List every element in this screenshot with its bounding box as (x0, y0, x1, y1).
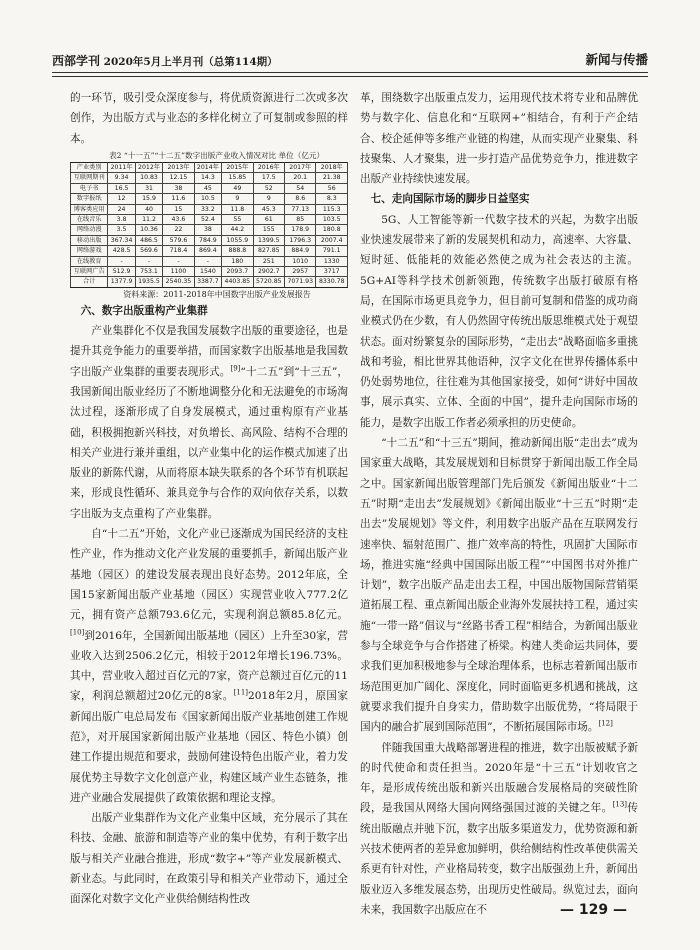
table-row (71, 277, 348, 287)
table-cell: 电子书 (71, 183, 108, 193)
section7-paragraph-2: “十二五”和“十三五”期间，推动新闻出版“走出去”成为国家重大战略，其发展规划和目标贯穿于新闻出版工作全局之中。国家新闻出版管理部门先后颁发《新闻出版业“十二五”时期“走出去”发展规划》《新闻出版业“十三五”时期“走出去”发展规划》等文件，利用数字出版产品在互联网发行速率快、辐射范围广、推广效率高的特性，巩固扩大国际市场，推进实施“经典中国国际出版工程”“中国图书对外推广计划”，数字出版产品走出去工程，中国出版物国际营销渠道拓展工程、重点新闻出版企业海外发展扶持工程，通过实施“一带一路”倡议与“丝路书香工程”相结合，为新闻出版业参与全球竞争与合作搭建了桥梁。构建人类命运共同体，要求我们更加积极地参与全球治理体系，也标志着新闻出版市场范围更加广阔化、深度化，同时面临更多机遇和挑战，这就要求我们提升自身实力，借助数字出版优势，“将局限于国内的融合扩展到国际范围”，不断拓展国际市场。[12] (360, 437, 638, 734)
table-cell: 579.6 (163, 235, 194, 245)
table-cell: 45 (194, 183, 221, 193)
section6-paragraph-2: 自“十二五”开始，文化产业已逐渐成为国民经济的支柱性产业，作为推动文化产业发展的重要抓手，新闻出版产业基地（园区）的建设发展表现出良好态势。2012年底，全国15家新闻出版产业基地（园区）实现营业收入777.2亿元，拥有资产总额793.6亿元，实现利润总额85.8亿元。[10]到2016年，全国新闻出版基地（园区）上升至30家，营业收入达到2506.2亿元，相较于2012年增长196.73%。其中，营业收入超过百亿元的7家，资产总额过百亿元的11家，利润总额超过20亿元的8家。[11]2018年2月，原国家新闻出版广电总局发布《国家新闻出版产业基地创建工作规范》，对开展国家新闻出版产业基地（园区、特色小镇）创建工作提出规范和要求，鼓励何建设特色出版产业，着力发展优势主导数字文化创意产业，构建区域产业生态链条，推进产业融合发展提供了政策依据和理论支撑。 (70, 528, 348, 804)
table-cell: 1055.9 (222, 235, 253, 245)
table-cell: 网络游戏 (71, 246, 108, 256)
page-number: — 129 — (560, 902, 627, 918)
table-cell: 753.1 (135, 266, 162, 276)
left-column (70, 88, 348, 910)
table-cell: 155 (253, 225, 284, 235)
table-cell: 2540.35 (163, 277, 194, 287)
table-cell: 869.4 (194, 246, 221, 256)
table-cell: 718.4 (163, 246, 194, 256)
table-cell: 10.83 (135, 173, 162, 183)
section6-paragraph-1: 产业集群化不仅是我国发展数字出版的重要途径，也是提升其竞争能力的重要举措，而国家数字出版基地是我国数字出版产业集群的重要表现形式。[9]“十二五”到“十三五”，我国新闻出版业经历了不断地调整分化和无法避免的市场淘汰过程，逐渐形成了自身发展模式，通过重构原有产业基础，积极拥抱新兴科技，对负增长、高风险、结构不合理的相关产业进行兼并重组，以产业集中化的运作模式加速了出版业的新陈代谢，从而将原本缺失联系的各个环节有机联起来，形成良性循环、兼具竞争与合作的双向依存关系，以数字出版为支点重构了产业集群。 (70, 325, 348, 520)
table-cell: 569.6 (135, 246, 162, 256)
table-row (71, 183, 348, 193)
table-cell: 115.3 (316, 204, 348, 214)
table-cell: 14.3 (194, 173, 221, 183)
table-cell: 251 (253, 256, 284, 266)
table-header-cell: 2017年 (285, 162, 316, 172)
table-cell: 7071.93 (285, 277, 316, 287)
table-cell: 5720.85 (253, 277, 284, 287)
table-cell: 52 (253, 183, 284, 193)
table-cell: 103.5 (316, 214, 348, 224)
table-cell: 24 (108, 204, 135, 214)
table-cell: 55 (222, 214, 253, 224)
table-cell: 11.6 (163, 194, 194, 204)
table-cell: - (108, 256, 135, 266)
table-cell: 49 (222, 183, 253, 193)
table-cell: 178.9 (285, 225, 316, 235)
table-cell: 367.34 (108, 235, 135, 245)
table-cell: 12 (108, 194, 135, 204)
continued-paragraph: 革，围绕数字出版重点发力，运用现代技术将专业和品牌优势与数字化、信息化和“互联网+”相结合，有利于产企结合、校企延伸等多维产业链的构建，从而实现产业聚集、科技聚集、人才聚集，进一步打造产品优势竞争力，推进数字出版产业持续快速发展。 (360, 92, 638, 186)
citation-13: [13] (612, 800, 628, 809)
table-cell: 3387.7 (194, 277, 221, 287)
table-cell: 2902.7 (253, 266, 284, 276)
table-cell: 486.5 (135, 235, 162, 245)
table-cell: 40 (135, 204, 162, 214)
table-cell: 互联网广告 (71, 266, 108, 276)
table-row (71, 246, 348, 256)
citation-11: [11] (233, 688, 249, 697)
table-cell: 180 (222, 256, 253, 266)
table-row (71, 173, 348, 183)
table-cell: 在线音乐 (71, 214, 108, 224)
table-row (71, 225, 348, 235)
table-cell: 15.9 (135, 194, 162, 204)
table-cell: 22 (163, 225, 194, 235)
table-cell: 3.5 (108, 225, 135, 235)
table-header-cell: 2013年 (163, 162, 194, 172)
table-cell: 1540 (194, 266, 221, 276)
table-cell: 21.38 (316, 173, 348, 183)
table-row (71, 204, 348, 214)
citation-9: [9] (230, 364, 241, 373)
revenue-table (70, 162, 348, 288)
table-header-cell: 2018年 (316, 162, 348, 172)
table-cell: 1399.5 (253, 235, 284, 245)
table-cell: 180.8 (316, 225, 348, 235)
table-cell: 45.3 (253, 204, 284, 214)
table-cell: 互联网期刊 (71, 173, 108, 183)
table-cell: 888.8 (222, 246, 253, 256)
table-header-cell: 2015年 (222, 162, 253, 172)
table-cell: 15.85 (222, 173, 253, 183)
table-cell: 52.4 (194, 214, 221, 224)
table-cell: 博客类应用 (71, 204, 108, 214)
header-rule (52, 72, 648, 77)
table-row (71, 256, 348, 266)
table-cell: 1330 (316, 256, 348, 266)
table-cell: 10.5 (194, 194, 221, 204)
table-cell: 15 (163, 204, 194, 214)
table-header-row (71, 162, 348, 172)
table-cell: 77.13 (285, 204, 316, 214)
table-cell: 3.8 (108, 214, 135, 224)
table-cell: 9 (253, 194, 284, 204)
table-row (71, 214, 348, 224)
table-cell: 数字报纸 (71, 194, 108, 204)
table-cell: 10.36 (135, 225, 162, 235)
table-cell: 43.6 (163, 214, 194, 224)
table-cell: 20.1 (285, 173, 316, 183)
table-cell: 38 (194, 225, 221, 235)
table-cell: 9 (222, 194, 253, 204)
table-cell: 784.9 (194, 235, 221, 245)
table-row (71, 266, 348, 276)
section6-paragraph-3: 出版产业集群作为文化产业集中区域，充分展示了其在科技、金融、旅游和制造等产业的集中优势，有利于数字出版与相关产业融合推进，形成“数字+”等产业发展新模式、新业态。与此同时，在政策引导和相关产业带动下，通过全面深化对数字文化产业供给侧结构性改 (70, 812, 348, 906)
page-header (52, 50, 648, 74)
table-cell: 2957 (285, 266, 316, 276)
table-header-cell: 2016年 (253, 162, 284, 172)
table-cell: 56 (316, 183, 348, 193)
table-source: 资料来源：2011-2018年中国数字出版产业发展报告 (123, 289, 311, 299)
table-cell: 428.5 (108, 246, 135, 256)
citation-10: [10] (70, 627, 85, 636)
table-cell: 网络动漫 (71, 225, 108, 235)
table-cell: 2093.7 (222, 266, 253, 276)
issue-info: 2020年5月上半月刊（总第114期） (103, 56, 278, 68)
table-cell: 31 (135, 183, 162, 193)
table-cell: 827.85 (253, 246, 284, 256)
table-cell: 9.34 (108, 173, 135, 183)
table-row (71, 235, 348, 245)
table-cell: 移动出版 (71, 235, 108, 245)
journal-name: 西部学刊 (52, 54, 101, 68)
table-cell: 85 (285, 214, 316, 224)
table-cell: 12.15 (163, 173, 194, 183)
section7-paragraph-1: 5G、人工智能等新一代数字技术的兴起，为数字出版业快速发展带来了新的发展契机和动力，高速率、大容量、短时延、低能耗的效能必然使之成为社会表达的主流。5G+AI等科学技术创新领跑，传统数字出版打破原有格局，在国际市场更具竞争力，但目前可复制和借鉴的成功商业模式仍在少数，有人仍然固守传统出版思维模式处于观望状态。面对纷繁复杂的国际形势，“走出去”战略面临多重挑战和考验，相比世界其他语种，汉字文化在世界传播体系中仍处弱势地位，往往难为其他国家接受，如何“讲好中国故事，展示真实、立体、全面的中国”，提升走向国际市场的能力，是数字出版工作者必须承担的历史使命。 (360, 213, 638, 429)
table-cell: 11.8 (222, 204, 253, 214)
table-cell: 合计 (71, 277, 108, 287)
table-cell: 16.5 (108, 183, 135, 193)
table-cell: 44.2 (222, 225, 253, 235)
table-cell: 33.2 (194, 204, 221, 214)
table-header-cell: 产业类别 (71, 162, 108, 172)
table-cell: 8.6 (285, 194, 316, 204)
table-cell: 8330.78 (316, 277, 348, 287)
table-cell: 1010 (285, 256, 316, 266)
table-cell: 1100 (163, 266, 194, 276)
table-header-cell: 2011年 (108, 162, 135, 172)
citation-12: [12] (598, 719, 613, 728)
section7-paragraph-3: 伴随我国重大战略部署进程的推进，数字出版被赋予新的时代使命和责任担当。2020年是“十三五”计划收官之年，是形成传统出版和新兴出版融合发展格局的突破性阶段，是我国从网络大国向网络强国过渡的关键之年。[13]传统出版融点并驰下沉，数字出版多渠道发力，优势资源和新兴技术使两者的差异愈加鲜明，供给侧结构性改革使供需关系更有针对性，产业格局转变，数字出版强劲上升，新闻出版业迈入多维发展态势，出现历史性破局。纵览过去，面向未来，我国数字出版应在不 (360, 741, 638, 916)
table-cell: 512.9 (108, 266, 135, 276)
section-name: 新闻与传播 (585, 52, 648, 67)
journal-issue-line (52, 52, 278, 69)
table-cell: 1796.3 (285, 235, 316, 245)
table-cell: 4403.85 (222, 277, 253, 287)
table-header-cell: 2014年 (194, 162, 221, 172)
table-cell: - (163, 256, 194, 266)
table-cell: - (135, 256, 162, 266)
table-cell: 3717 (316, 266, 348, 276)
table-row (71, 194, 348, 204)
table-cell: 791.1 (316, 246, 348, 256)
table-cell: 884.9 (285, 246, 316, 256)
table-cell: 17.5 (253, 173, 284, 183)
table-cell: 11.2 (135, 214, 162, 224)
table-cell: 38 (163, 183, 194, 193)
section7-heading: 七、走向国际市场的脚步日益坚实 (370, 193, 530, 206)
table-cell: 1377.9 (108, 277, 135, 287)
section6-heading: 六、数字出版重构产业集群 (80, 304, 208, 317)
table-cell: 1935.5 (135, 277, 162, 287)
table-cell: 在线教育 (71, 256, 108, 266)
table-cell: 8.3 (316, 194, 348, 204)
table-cell: 54 (285, 183, 316, 193)
table-cell: - (194, 256, 221, 266)
right-column (360, 88, 638, 920)
table-cell: 2007.4 (316, 235, 348, 245)
table-cell: 61 (253, 214, 284, 224)
table-caption: 表2 “十一五”“十二五”数字出版产业收入情况对比 单位（亿元） (109, 150, 325, 160)
table-header-cell: 2012年 (135, 162, 162, 172)
intro-paragraph: 的一环节，吸引受众深度参与，将优质资源进行二次或多次创作，为出版方式与业态的多样化树立了可复制或参照的样本。 (70, 92, 348, 145)
